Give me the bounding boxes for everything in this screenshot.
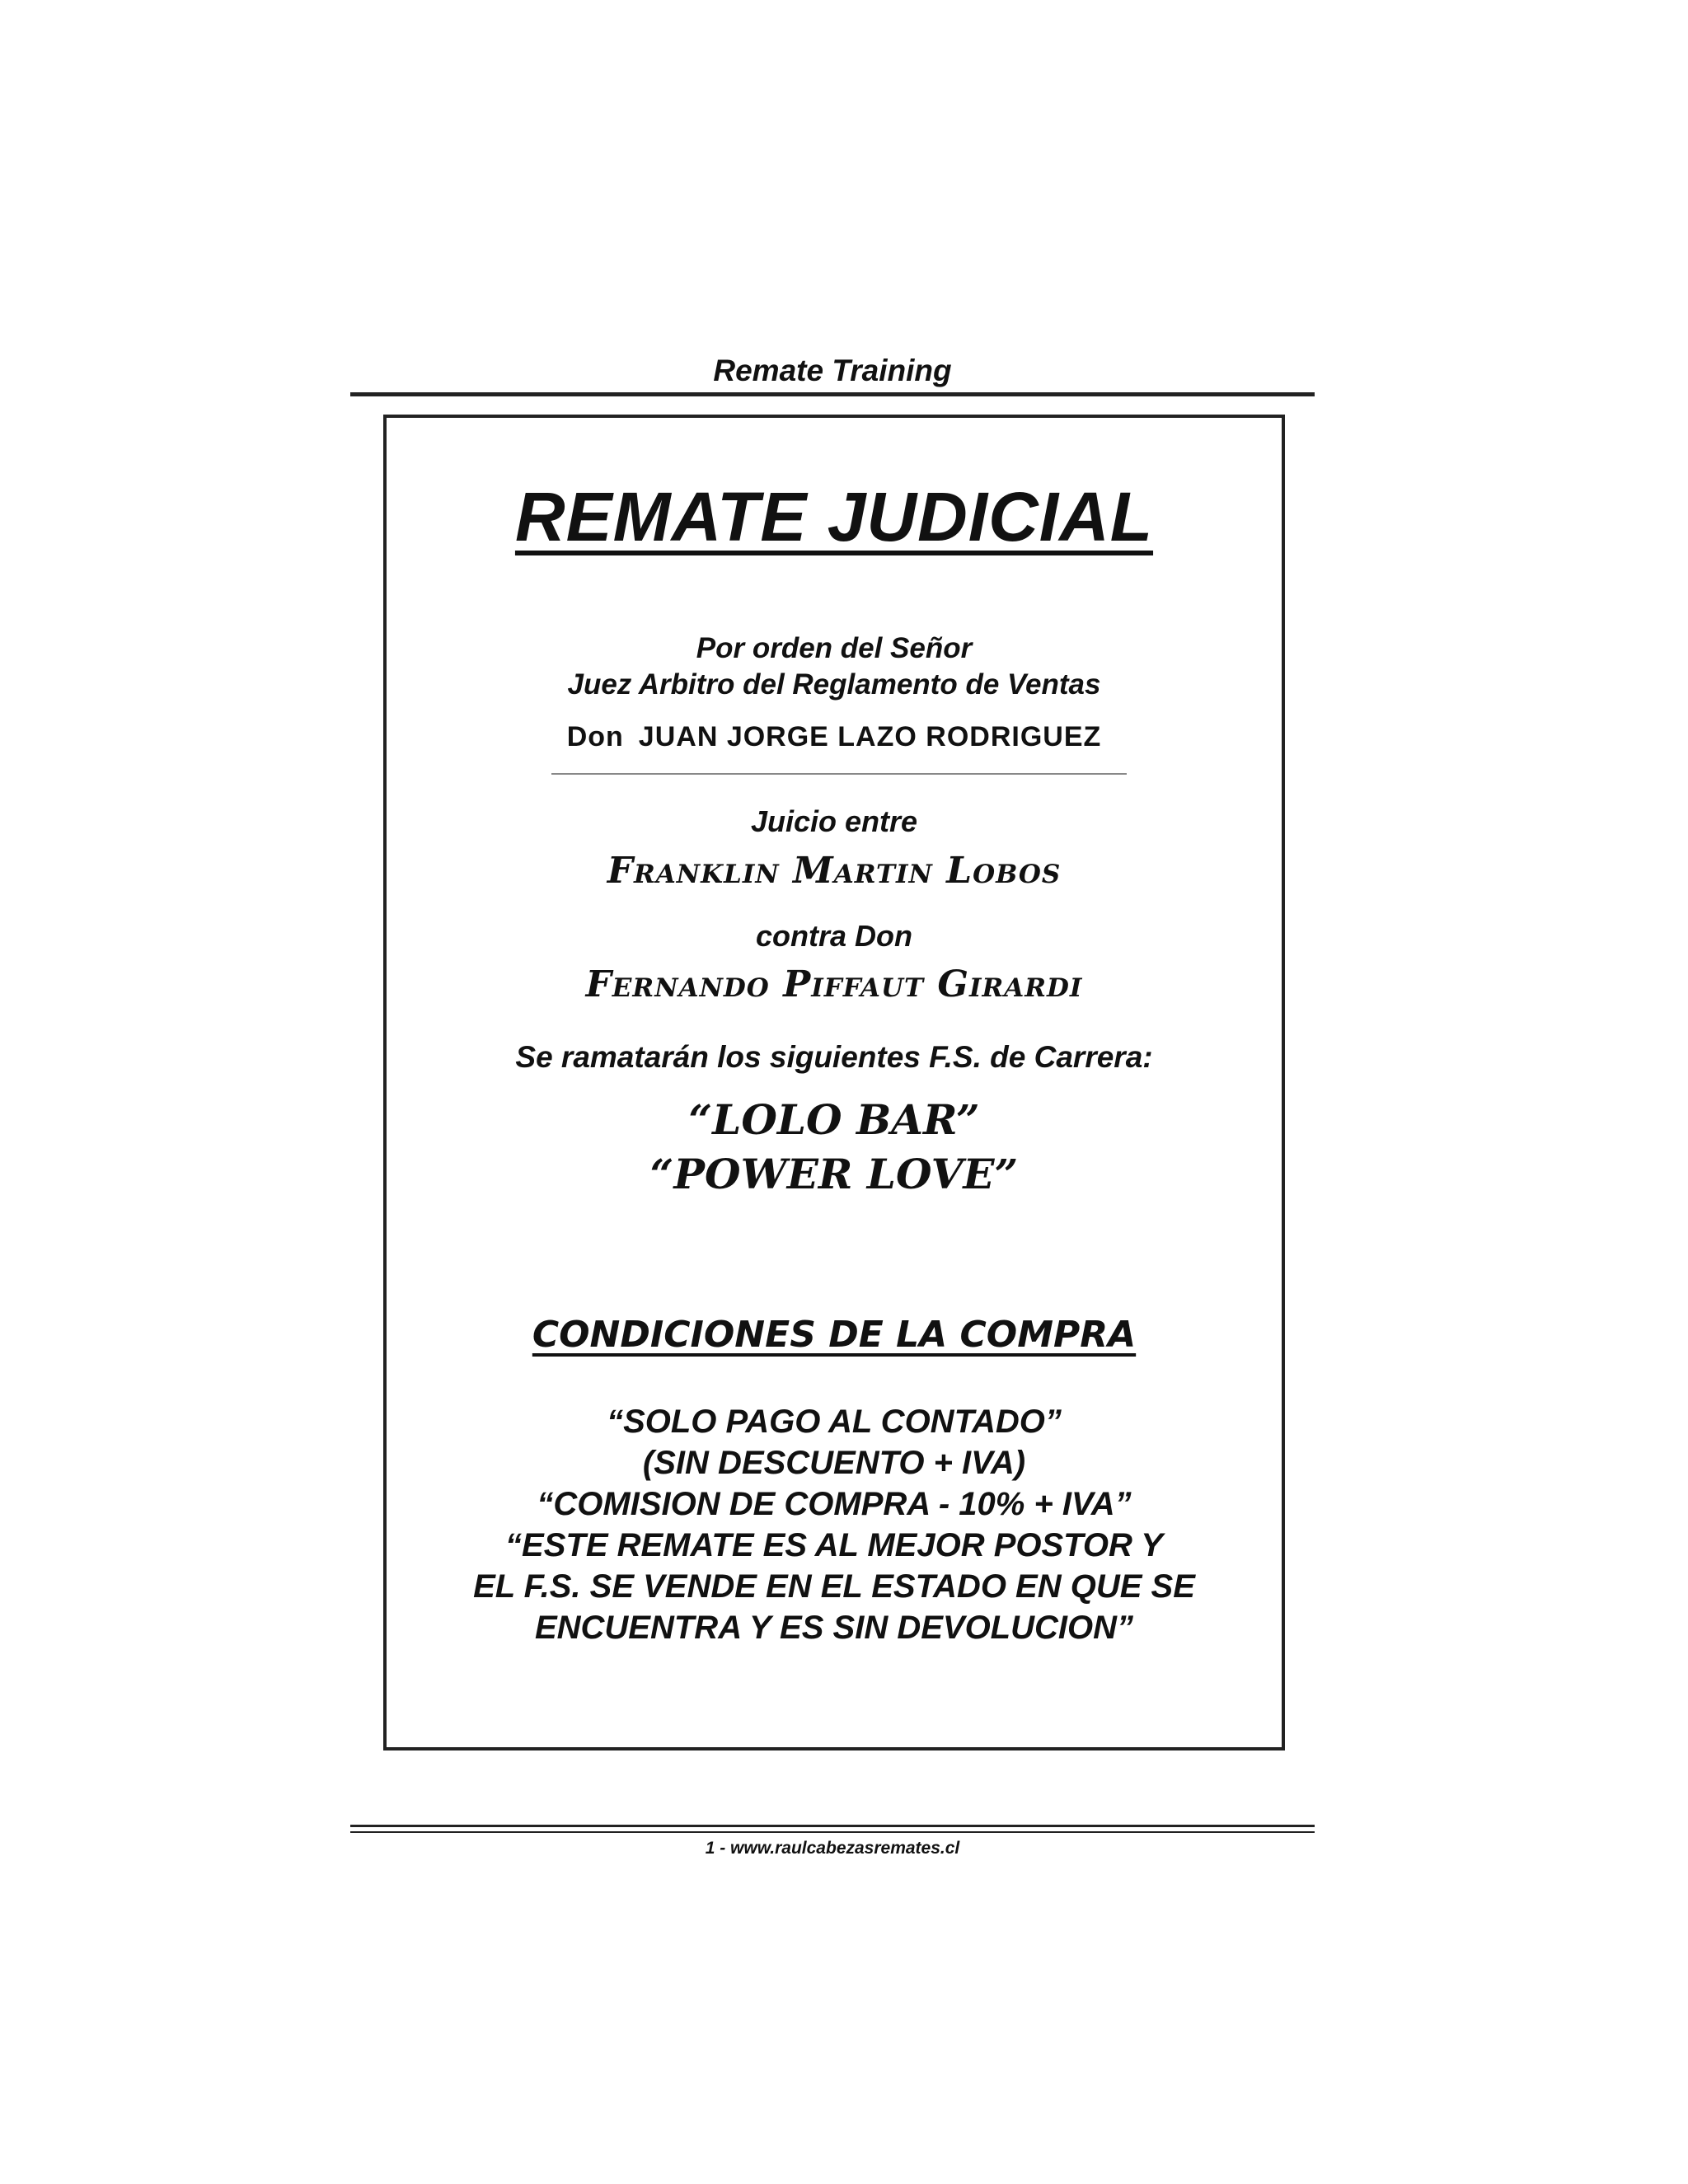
section-divider (551, 773, 1127, 775)
page-footer: 1 - www.raulcabezasremates.cl (705, 1839, 960, 1858)
judge-line (387, 718, 1282, 756)
defendant-name: Fernando Piffaut Girardi (585, 963, 1083, 1005)
order-line-1: Por orden del Señor (696, 632, 973, 664)
condition-line: EL F.S. SE VENDE EN EL ESTADO EN QUE SE (473, 1568, 1195, 1605)
notice-title (387, 476, 1282, 558)
horse-name-1: “LOLO BAR” (688, 1095, 980, 1144)
page-header: Remate Training (713, 354, 952, 387)
versus-label: contra Don (755, 919, 912, 953)
condition-line: “COMISION DE COMPRA - 10% + IVA” (537, 1486, 1132, 1522)
auction-intro: Se ramatarán los siguientes F.S. de Carrera: (515, 1040, 1153, 1074)
header-rule (350, 392, 1315, 396)
conditions-title-text: CONDICIONES DE LA COMPRA (532, 1314, 1137, 1356)
conditions-title (387, 1312, 1282, 1358)
judge-prefix: Don (566, 721, 624, 752)
order-line-2: Juez Arbitro del Reglamento de Ventas (567, 668, 1101, 701)
condition-line: (SIN DESCUENTO + IVA) (642, 1445, 1026, 1481)
condition-line: ENCUENTRA Y ES SIN DEVOLUCION” (534, 1610, 1134, 1646)
notice-title-text: REMATE JUDICIAL (514, 478, 1154, 555)
plaintiff-name: Franklin Martin Lobos (607, 850, 1062, 892)
judge-name: JUAN JORGE LAZO RODRIGUEZ (638, 721, 1102, 752)
condition-line: “ESTE REMATE ES AL MEJOR POSTOR Y (505, 1527, 1163, 1563)
auction-notice-box (383, 415, 1285, 1750)
trial-label: Juicio entre (750, 804, 918, 838)
footer-rule-bottom (350, 1831, 1315, 1833)
horse-name-2: “POWER LOVE” (649, 1150, 1019, 1198)
condition-line: “SOLO PAGO AL CONTADO” (607, 1404, 1062, 1440)
footer-rule-top (350, 1825, 1315, 1827)
